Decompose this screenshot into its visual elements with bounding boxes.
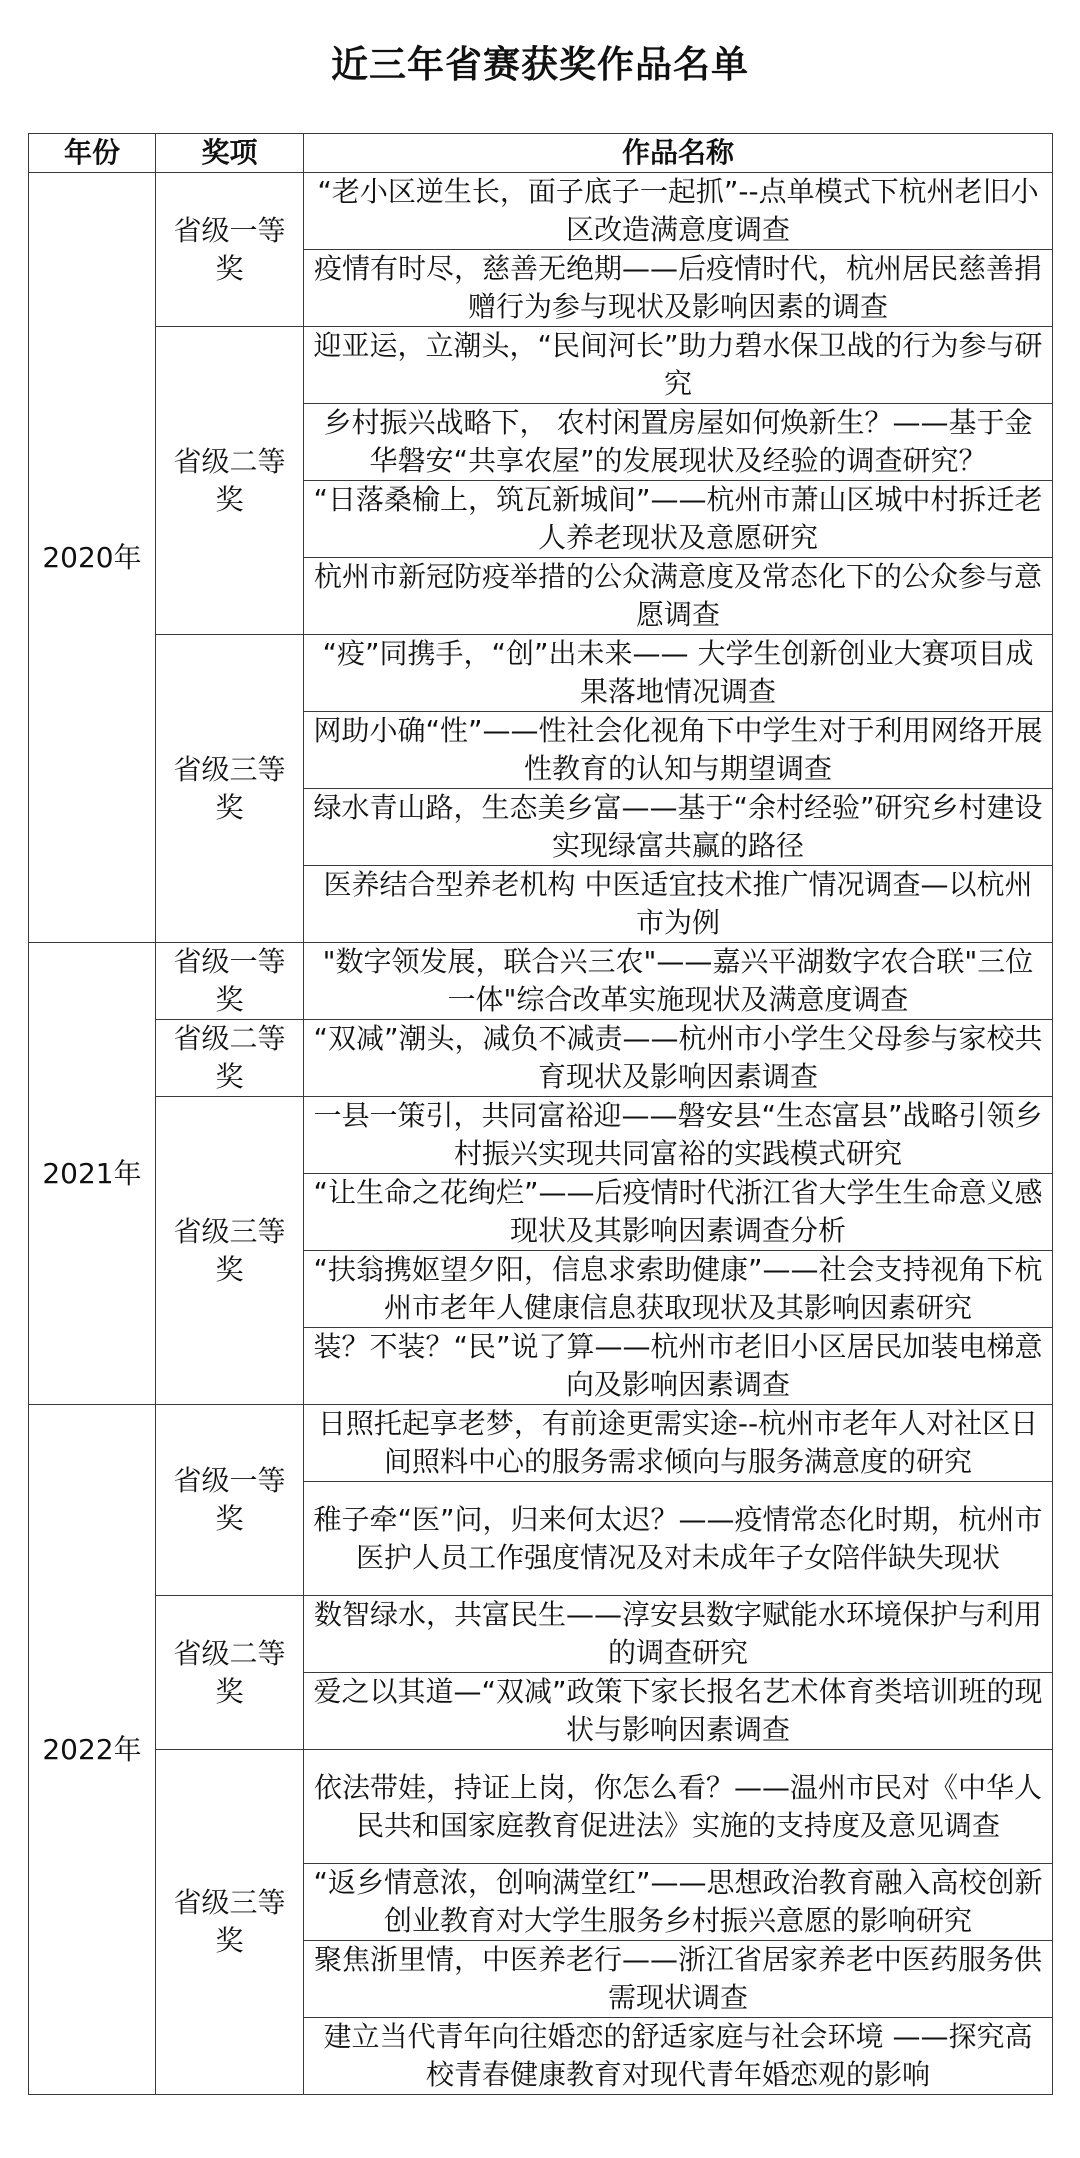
work-title-cell: 迎亚运，立潮头，“民间河长”助力碧水保卫战的行为参与研究 (304, 327, 1053, 404)
work-title-cell: 稚子牵“医”问，归来何太迟？——疫情常态化时期，杭州市医护人员工作强度情况及对未成年子女陪伴缺失现状 (304, 1482, 1053, 1596)
award-cell: 省级二等奖 (156, 1020, 304, 1097)
work-title-cell: 日照托起享老梦，有前途更需实途--杭州市老年人对社区日间照料中心的服务需求倾向与服务满意度的研究 (304, 1405, 1053, 1482)
work-title-cell: 建立当代青年向往婚恋的舒适家庭与社会环境 ——探究高校青春健康教育对现代青年婚恋观的影响 (304, 2018, 1053, 2095)
work-title-cell: “返乡情意浓，创响满堂红”——思想政治教育融入高校创新创业教育对大学生服务乡村振兴意愿的影响研究 (304, 1864, 1053, 1941)
table-row (29, 1750, 1053, 1864)
work-title-cell: "数字领发展，联合兴三农"——嘉兴平湖数字农合联"三位一体"综合改革实施现状及满意度调查 (304, 943, 1053, 1020)
award-cell: 省级三等奖 (156, 1750, 304, 2095)
work-title-cell: “疫”同携手，“创”出未来—— 大学生创新创业大赛项目成果落地情况调查 (304, 635, 1053, 712)
award-cell: 省级一等奖 (156, 943, 304, 1020)
header-title: 作品名称 (304, 134, 1053, 173)
work-title-cell: “双减”潮头，减负不减责——杭州市小学生父母参与家校共育现状及影响因素调查 (304, 1020, 1053, 1097)
award-cell: 省级一等奖 (156, 173, 304, 327)
year-cell: 2022年 (29, 1405, 156, 2095)
work-title-cell: “扶翁携妪望夕阳，信息求索助健康”——社会支持视角下杭州市老年人健康信息获取现状及其影响因素研究 (304, 1251, 1053, 1328)
table-row (29, 327, 1053, 404)
document-title: 近三年省赛获奖作品名单 (331, 43, 749, 86)
work-title-cell: 数智绿水，共富民生——淳安县数字赋能水环境保护与利用的调查研究 (304, 1596, 1053, 1673)
work-title-cell: 医养结合型养老机构 中医适宜技术推广情况调查—以杭州市为例 (304, 866, 1053, 943)
table-row (29, 635, 1053, 712)
work-title-cell: 装？不装？“民”说了算——杭州市老旧小区居民加装电梯意向及影响因素调查 (304, 1328, 1053, 1405)
header-award: 奖项 (156, 134, 304, 173)
award-cell: 省级一等奖 (156, 1405, 304, 1596)
awards-table (28, 133, 1053, 2095)
work-title-cell: 杭州市新冠防疫举措的公众满意度及常态化下的公众参与意愿调查 (304, 558, 1053, 635)
header-year: 年份 (29, 134, 156, 173)
work-title-cell: 依法带娃，持证上岗，你怎么看？——温州市民对《中华人民共和国家庭教育促进法》实施的支持度及意见调查 (304, 1750, 1053, 1864)
award-cell: 省级三等奖 (156, 635, 304, 943)
year-cell: 2021年 (29, 943, 156, 1405)
table-row (29, 173, 1053, 250)
work-title-cell: “老小区逆生长，面子底子一起抓”--点单模式下杭州老旧小区改造满意度调查 (304, 173, 1053, 250)
table-header-row (29, 134, 1053, 173)
work-title-cell: 爱之以其道—“双减”政策下家长报名艺术体育类培训班的现状与影响因素调查 (304, 1673, 1053, 1750)
work-title-cell: 一县一策引，共同富裕迎——磐安县“生态富县”战略引领乡村振兴实现共同富裕的实践模式研究 (304, 1097, 1053, 1174)
award-cell: 省级二等奖 (156, 327, 304, 635)
work-title-cell: 乡村振兴战略下， 农村闲置房屋如何焕新生？——基于金华磐安“共享农屋”的发展现状及经验的调查研究？ (304, 404, 1053, 481)
work-title-cell: “让生命之花绚烂”——后疫情时代浙江省大学生生命意义感现状及其影响因素调查分析 (304, 1174, 1053, 1251)
table-row (29, 1596, 1053, 1673)
award-cell: 省级二等奖 (156, 1596, 304, 1750)
table-row (29, 1020, 1053, 1097)
award-cell: 省级三等奖 (156, 1097, 304, 1405)
year-cell: 2020年 (29, 173, 156, 943)
work-title-cell: 聚焦浙里情，中医养老行——浙江省居家养老中医药服务供需现状调查 (304, 1941, 1053, 2018)
table-row (29, 943, 1053, 1020)
work-title-cell: 疫情有时尽，慈善无绝期——后疫情时代，杭州居民慈善捐赠行为参与现状及影响因素的调查 (304, 250, 1053, 327)
table-row (29, 1405, 1053, 1482)
work-title-cell: 网助小确“性”——性社会化视角下中学生对于利用网络开展性教育的认知与期望调查 (304, 712, 1053, 789)
work-title-cell: 绿水青山路，生态美乡富——基于“余村经验”研究乡村建设实现绿富共赢的路径 (304, 789, 1053, 866)
work-title-cell: “日落桑榆上，筑瓦新城间”——杭州市萧山区城中村拆迁老人养老现状及意愿研究 (304, 481, 1053, 558)
table-row (29, 1097, 1053, 1174)
